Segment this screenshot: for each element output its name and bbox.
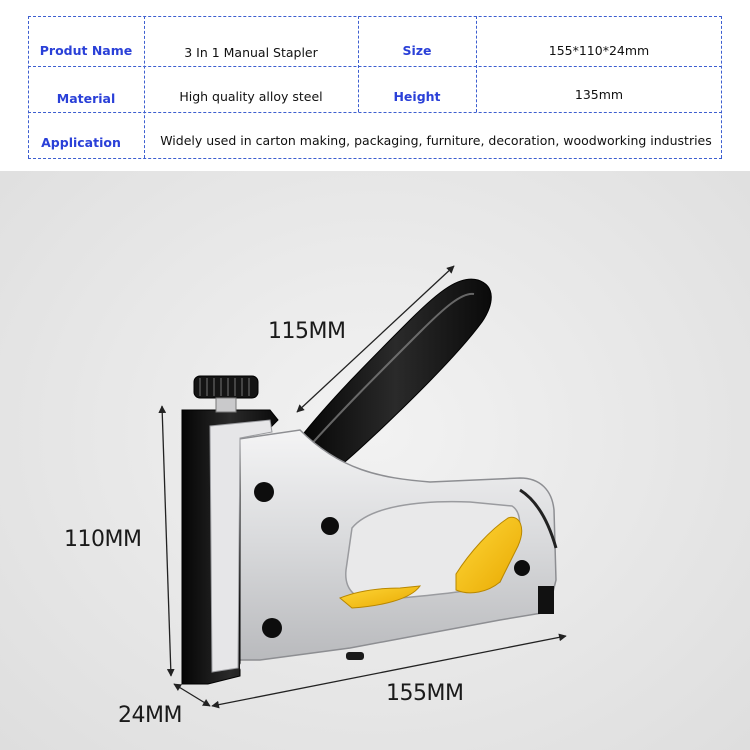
size-value: 155*110*24mm bbox=[548, 42, 650, 58]
spec-table bbox=[28, 16, 722, 159]
material-value: High quality alloy steel bbox=[179, 88, 323, 104]
width-dimension-label: 24MM bbox=[118, 703, 182, 728]
handle-lever bbox=[300, 279, 491, 480]
rivet bbox=[321, 517, 339, 535]
height-label: Height bbox=[393, 88, 441, 104]
rear-tab bbox=[538, 586, 554, 614]
material-label: Material bbox=[56, 90, 116, 106]
product-name-label: Produt Name bbox=[39, 42, 133, 58]
height-dimension-label: 110MM bbox=[64, 527, 142, 552]
table-border-top bbox=[28, 16, 722, 17]
height-dimension-arrow bbox=[162, 406, 171, 676]
stapler-illustration bbox=[0, 171, 750, 750]
application-value: Widely used in carton making, packaging, furniture, decoration, woodworking industries bbox=[160, 132, 712, 148]
size-label: Size bbox=[402, 42, 432, 58]
rivet bbox=[254, 482, 274, 502]
length-dimension-label: 155MM bbox=[386, 681, 464, 706]
handle-dimension-label: 115MM bbox=[268, 319, 346, 344]
product-name-value: 3 In 1 Manual Stapler bbox=[184, 44, 318, 60]
rivet bbox=[514, 560, 530, 576]
application-label: Application bbox=[41, 134, 121, 150]
height-value: 135mm bbox=[574, 86, 624, 102]
rivet bbox=[262, 618, 282, 638]
product-photo bbox=[0, 171, 750, 750]
